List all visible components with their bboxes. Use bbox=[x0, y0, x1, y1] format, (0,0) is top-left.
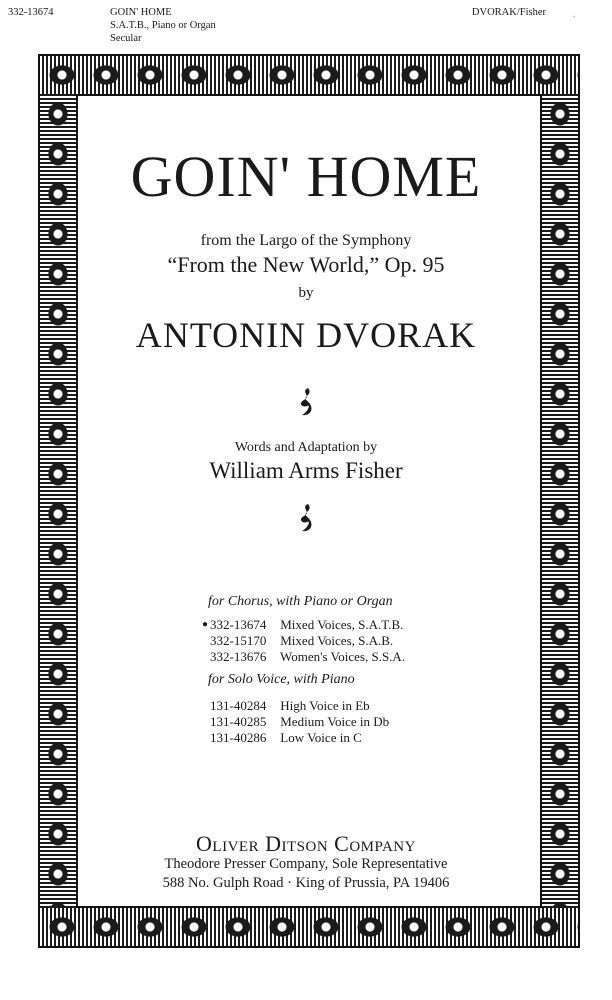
edition-description: Low Voice in C bbox=[280, 730, 362, 745]
fleuron-glyph-icon bbox=[296, 386, 316, 418]
fleuron-glyph-icon bbox=[296, 502, 316, 534]
edition-code: 332-13674 bbox=[210, 617, 267, 632]
edition-row bbox=[210, 730, 362, 746]
ornamental-border-bottom bbox=[40, 908, 578, 946]
edition-code: 131-40286 bbox=[210, 730, 267, 745]
ornamental-frame-inner bbox=[76, 94, 542, 908]
cover-subtitle-line2: “From the New World,” Op. 95 bbox=[167, 252, 445, 277]
header-title: GOIN' HOME bbox=[110, 7, 172, 18]
words-by-label: Words and Adaptation by bbox=[234, 440, 378, 455]
edition-code: 131-40284 bbox=[210, 698, 267, 713]
edition-description: Medium Voice in Db bbox=[280, 714, 390, 729]
edition-code: 332-13676 bbox=[210, 649, 267, 664]
fleuron-ornament-icon bbox=[0, 502, 612, 539]
edition-description: High Voice in Eb bbox=[280, 698, 370, 713]
edition-row bbox=[210, 633, 393, 649]
ornamental-border-right bbox=[542, 94, 578, 908]
header-title-block bbox=[110, 6, 216, 45]
publisher-representative: Theodore Presser Company, Sole Representative bbox=[164, 856, 448, 872]
current-edition-bullet-icon: ● bbox=[202, 619, 209, 630]
header-category: Secular bbox=[110, 33, 142, 44]
cover-by: by bbox=[298, 285, 314, 301]
ornamental-border-top bbox=[40, 56, 578, 94]
publisher-name: Oliver Ditson Company bbox=[196, 831, 416, 856]
chorus-editions-heading: for Chorus, with Piano or Organ bbox=[208, 594, 393, 609]
cover-composer: ANTONIN DVORAK bbox=[135, 315, 477, 355]
solo-editions-heading: for Solo Voice, with Piano bbox=[208, 672, 355, 687]
edition-code: 131-40285 bbox=[210, 714, 267, 729]
edition-row bbox=[210, 698, 370, 714]
catalog-number: 332-13674 bbox=[8, 7, 54, 18]
cover-arranger: William Arms Fisher bbox=[209, 458, 403, 483]
edition-row bbox=[210, 714, 389, 730]
ornamental-border-left bbox=[40, 94, 76, 908]
fleuron-ornament-icon bbox=[0, 386, 612, 423]
cover-title: GOIN' HOME bbox=[130, 144, 482, 209]
corner-mark: · bbox=[572, 12, 576, 23]
cover-subtitle-line1: from the Largo of the Symphony bbox=[200, 232, 412, 249]
edition-description: Mixed Voices, S.A.T.B. bbox=[280, 617, 404, 632]
edition-code: 332-15170 bbox=[210, 633, 267, 648]
header-voicing: S.A.T.B., Piano or Organ bbox=[110, 20, 216, 31]
edition-description: Mixed Voices, S.A.B. bbox=[280, 633, 394, 648]
edition-description: Women's Voices, S.S.A. bbox=[280, 649, 406, 664]
publisher-address: 588 No. Gulph Road · King of Prussia, PA 19406 bbox=[162, 875, 450, 891]
edition-row bbox=[202, 617, 404, 633]
edition-row bbox=[210, 649, 405, 665]
header-composer-arranger: DVORAK/Fisher bbox=[471, 7, 546, 18]
